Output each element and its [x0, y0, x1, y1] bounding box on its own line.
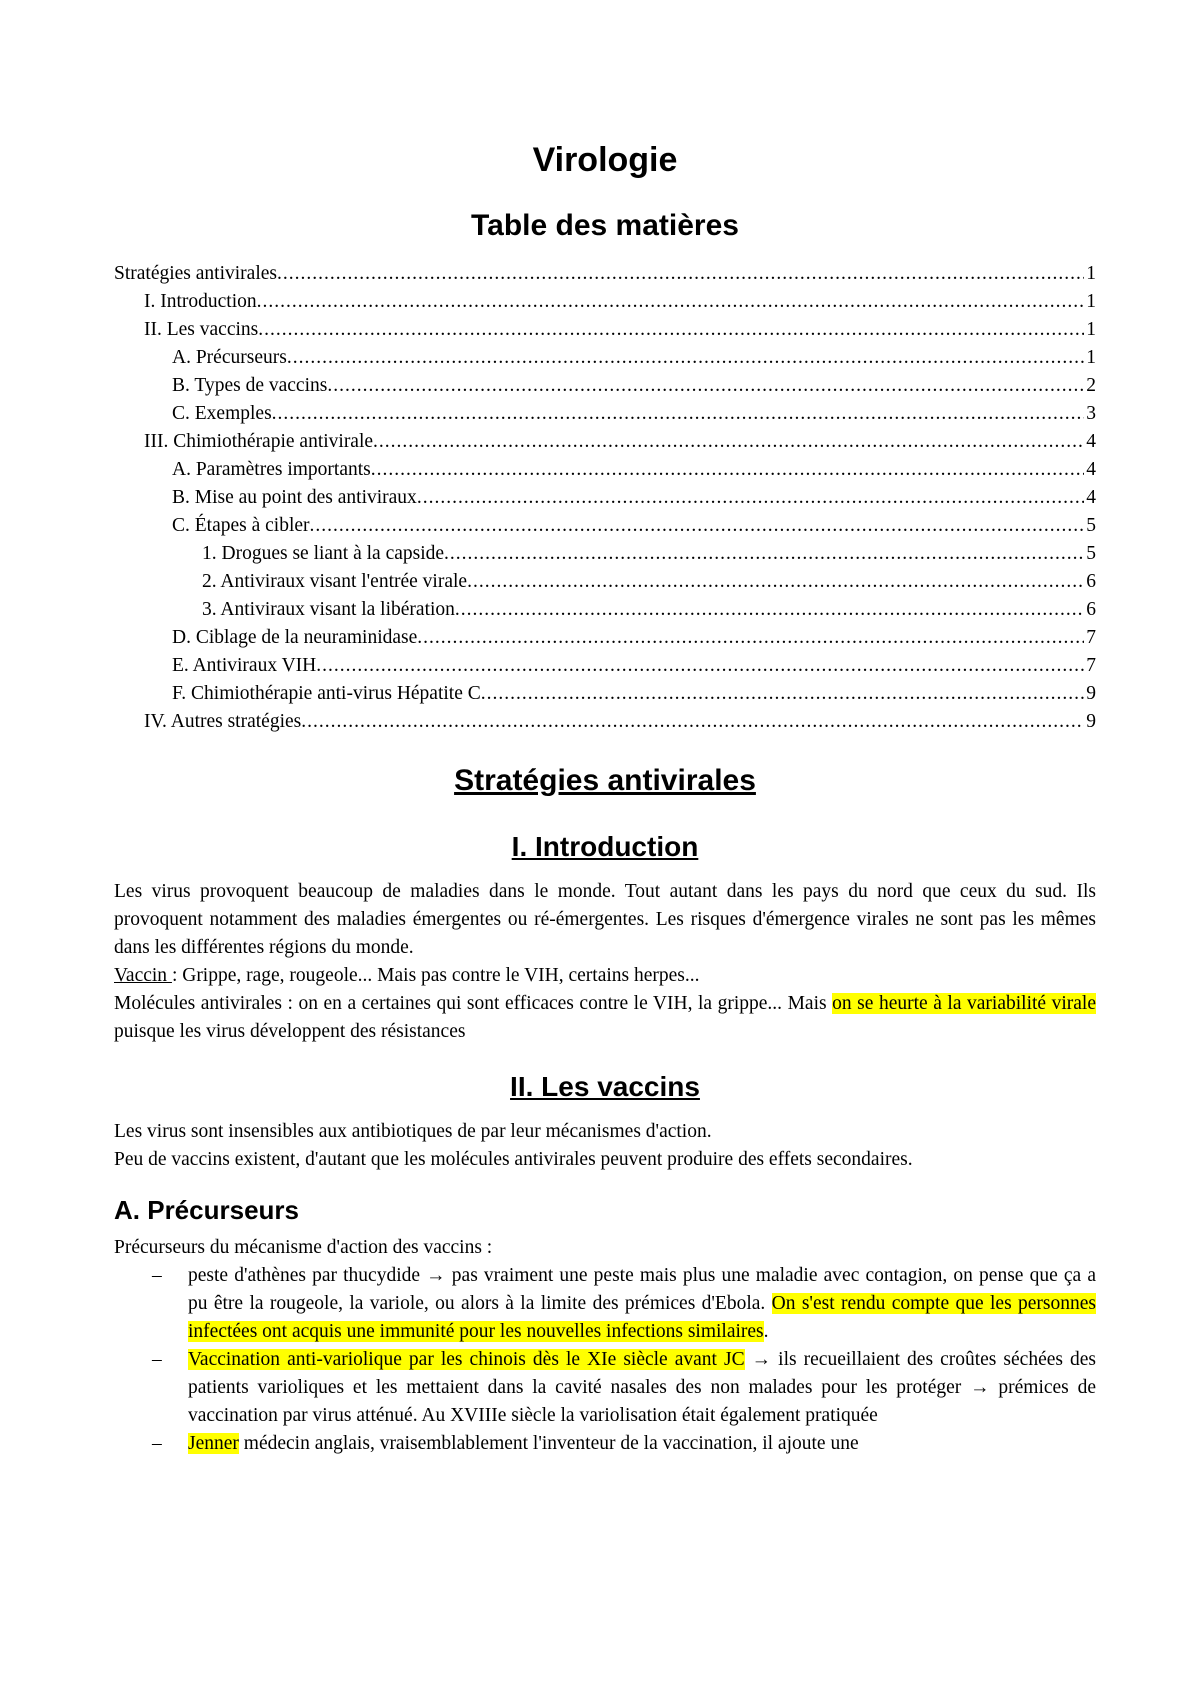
molecules-tail: puisque les virus développent des résistances	[114, 1021, 466, 1042]
toc-entry-label: A. Précurseurs	[172, 347, 287, 368]
toc-leader	[417, 484, 1084, 512]
vaccin-line	[114, 962, 1096, 990]
toc-entry-page: 9	[1086, 683, 1096, 704]
section-heading-strategies: Stratégies antivirales	[454, 764, 756, 797]
toc-entry[interactable]	[114, 484, 1096, 512]
toc-entry[interactable]	[114, 456, 1096, 484]
toc-entry-label: 3. Antiviraux visant la libération	[202, 599, 455, 620]
section-heading-introduction: I. Introduction	[511, 831, 699, 862]
toc-entry-page: 5	[1086, 515, 1096, 536]
page-content	[114, 130, 1096, 1458]
toc-leader	[310, 512, 1085, 540]
toc-entry[interactable]	[114, 288, 1096, 316]
toc-entry-page: 1	[1086, 263, 1096, 284]
toc-leader	[258, 316, 1084, 344]
toc-entry[interactable]	[114, 568, 1096, 596]
vaccins-paragraph-1: Les virus sont insensibles aux antibiotiques de par leur mécanismes d'action.	[114, 1121, 712, 1142]
highlighted-text: On s'est rendu compte que les personnes infectées ont acquis une immunité pour les nouvelles infections similaires	[188, 1293, 1097, 1342]
toc-entry-page: 7	[1086, 655, 1096, 676]
list-item-text: médecin anglais, vraisemblablement l'inventeur de la vaccination, il ajoute une	[238, 1433, 859, 1454]
toc-entry-label: II. Les vaccins	[144, 319, 259, 340]
toc-entry-label: C. Étapes à cibler	[172, 515, 310, 536]
toc-entry[interactable]	[114, 652, 1096, 680]
toc-entry-label: I. Introduction	[144, 291, 257, 312]
toc-leader	[301, 708, 1084, 736]
toc-leader	[287, 344, 1084, 372]
toc-entry[interactable]	[114, 372, 1096, 400]
list-item	[114, 1346, 1096, 1430]
toc-leader	[371, 456, 1085, 484]
toc-entry-label: IV. Autres stratégies	[144, 711, 302, 732]
toc-entry-label: E. Antiviraux VIH	[172, 655, 317, 676]
toc-entry[interactable]	[114, 316, 1096, 344]
toc-entry-page: 6	[1086, 571, 1096, 592]
toc-leader	[277, 260, 1084, 288]
vaccin-label: Vaccin	[114, 965, 172, 986]
toc-entry-page: 1	[1086, 319, 1096, 340]
toc-entry-page: 1	[1086, 347, 1096, 368]
highlighted-text: Jenner	[188, 1433, 239, 1454]
toc-entry[interactable]	[114, 428, 1096, 456]
toc-entry[interactable]	[114, 708, 1096, 736]
list-item	[114, 1262, 1096, 1346]
toc-leader	[444, 540, 1084, 568]
toc-entry[interactable]	[114, 680, 1096, 708]
toc-entry-page: 9	[1086, 711, 1096, 732]
intro-paragraph: Les virus provoquent beaucoup de maladies dans le monde. Tout autant dans les pays du nord que ceux du sud. Ils provoquent notamment des maladies émergentes ou ré-émergentes. Les risques d'émergence virales ne sont pas les mêmes dans les différentes régions du monde.	[114, 881, 1096, 958]
toc-entry-label: 1. Drogues se liant à la capside	[202, 543, 445, 564]
toc-entry[interactable]	[114, 624, 1096, 652]
toc-entry-page: 2	[1086, 375, 1096, 396]
highlighted-text: Vaccination anti-variolique par les chinois dès le XIe siècle avant JC	[188, 1349, 745, 1370]
toc-leader	[373, 428, 1084, 456]
highlighted-text: on se heurte à la variabilité virale	[832, 993, 1096, 1014]
subsection-heading-precurseurs: A. Précurseurs	[114, 1195, 299, 1225]
dash-bullet: –	[152, 1349, 162, 1370]
toc-entry[interactable]	[114, 344, 1096, 372]
toc-entry-label: 2. Antiviraux visant l'entrée virale	[202, 571, 468, 592]
toc-entry-page: 4	[1086, 459, 1096, 480]
toc-entry[interactable]	[114, 512, 1096, 540]
toc-leader	[272, 400, 1085, 428]
toc-leader	[455, 596, 1084, 624]
toc-entry-label: B. Types de vaccins	[172, 375, 328, 396]
toc-entry[interactable]	[114, 540, 1096, 568]
document-title: Virologie	[532, 141, 678, 179]
toc-entry-page: 5	[1086, 543, 1096, 564]
toc-entry-page: 7	[1086, 627, 1096, 648]
section-heading-vaccins: II. Les vaccins	[510, 1071, 700, 1102]
molecules-paragraph	[114, 990, 1096, 1046]
toc-entry-page: 4	[1086, 431, 1096, 452]
precurseurs-intro: Précurseurs du mécanisme d'action des vaccins :	[114, 1237, 493, 1258]
toc-entry-label: C. Exemples	[172, 403, 272, 424]
toc-entry-page: 6	[1086, 599, 1096, 620]
toc-entry-label: Stratégies antivirales	[114, 263, 277, 284]
toc-entry[interactable]	[114, 400, 1096, 428]
list-item	[114, 1430, 1096, 1458]
toc-entry-page: 3	[1086, 403, 1096, 424]
toc-entry-page: 1	[1086, 291, 1096, 312]
precurseurs-list	[114, 1262, 1096, 1458]
vaccin-text: : Grippe, rage, rougeole... Mais pas contre le VIH, certains herpes...	[171, 965, 700, 986]
table-of-contents	[114, 260, 1096, 736]
molecules-text: Molécules antivirales : on en a certaines qui sont efficaces contre le VIH, la grippe... Mais	[114, 993, 833, 1014]
toc-entry-label: A. Paramètres importants	[172, 459, 371, 480]
toc-leader	[481, 680, 1084, 708]
toc-entry-label: III. Chimiothérapie antivirale	[144, 431, 374, 452]
toc-leader	[417, 624, 1084, 652]
vaccins-paragraph-2: Peu de vaccins existent, d'autant que les molécules antivirales peuvent produire des effets secondaires.	[114, 1149, 913, 1170]
toc-title: Table des matières	[471, 209, 739, 242]
toc-leader	[327, 372, 1084, 400]
toc-entry-label: D. Ciblage de la neuraminidase	[172, 627, 418, 648]
list-item-text: → ils recueillaient des croûtes séchées des patients varioliques et les mettaient dans la cavité nasales des non malades pour les protéger → prémices de vaccination par virus atténué. Au XVIIIe siècle la variolisation était également pratiquée	[188, 1349, 1096, 1426]
toc-entry-label: F. Chimiothérapie anti-virus Hépatite C	[172, 683, 481, 704]
toc-entry-label: B. Mise au point des antiviraux	[172, 487, 417, 508]
list-item-text: .	[763, 1321, 769, 1342]
toc-entry[interactable]	[114, 260, 1096, 288]
toc-leader	[257, 288, 1085, 316]
toc-leader	[467, 568, 1084, 596]
toc-entry-page: 4	[1086, 487, 1096, 508]
list-item-text: peste d'athènes par thucydide → pas vraiment une peste mais plus une maladie avec contagion, on pense que ça a pu être la rougeole, la variole, ou alors à la limite des prémices d'Ebola.	[188, 1265, 1096, 1314]
dash-bullet: –	[152, 1433, 162, 1454]
toc-leader	[316, 652, 1084, 680]
toc-entry[interactable]	[114, 596, 1096, 624]
dash-bullet: –	[152, 1265, 162, 1286]
